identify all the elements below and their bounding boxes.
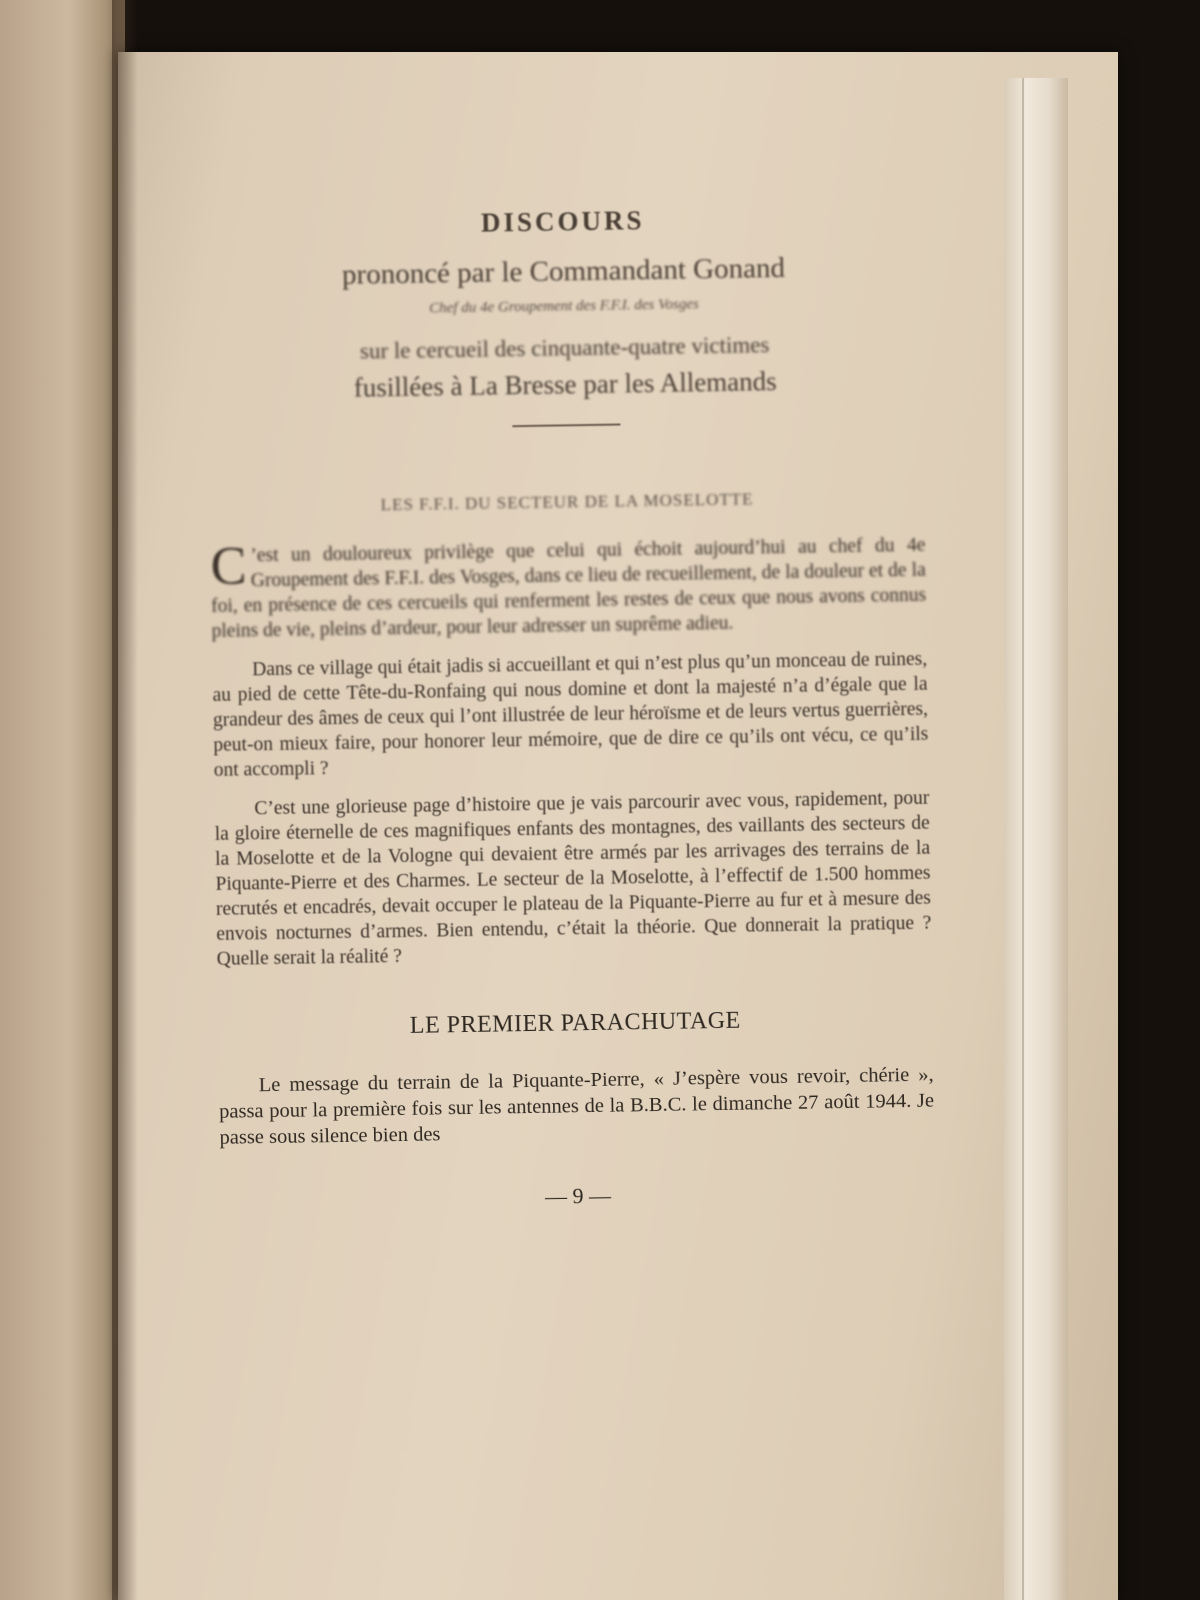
speaker-line: prononcé par le Commandant Gonand — [341, 251, 786, 291]
speaker-role: Chef du 4e Groupement des F.F.I. des Vosges — [429, 296, 699, 317]
page-stack-edge — [1004, 78, 1068, 1600]
paragraph-1-text: ’est un douloureux privilège que celui qui échoit aujourd’hui au chef du 4e Groupement des F.F.I. des Vosges, dans ce lieu de recueillement, de la douleur et de la foi, en présence de ces cercueils qui renferment les restes de ceux que nous avons connus pleins de vie, pleins d’ardeur, pour leur adresser un suprême adieu. — [211, 534, 927, 642]
title-rule — [512, 424, 620, 428]
section-heading-1: LES F.F.I. DU SECTEUR DE LA MOSELOTTE — [380, 489, 754, 515]
document-title: DISCOURS — [480, 205, 645, 238]
page-text — [205, 201, 936, 1215]
occasion-line: sur le cercueil des cinquante-quatre victimes — [359, 332, 770, 364]
section-heading-2: LE PREMIER PARACHUTAGE — [409, 1007, 741, 1039]
paragraph-1 — [210, 533, 926, 644]
book-gutter — [112, 0, 138, 1600]
occasion-line-2: fusillées à La Bresse par les Allemands — [353, 366, 777, 403]
paragraph-2: Dans ce village qui était jadis si accueillant et qui n’est plus qu’un monceau de ruines, au pied de cette Tête-du-Ronfaing qui nous domine et dont la majesté n’a d’égale que la grandeur des âmes de ceux qui l’ont illustrée de leur héroïsme et de leurs vertus guerrières, peut-on mieux faire, pour honorer leur mémoire, que de dire ce qu’ils ont vécu, ce qu’ils ont accompli ? — [212, 648, 929, 781]
left-page — [0, 0, 125, 1600]
drop-cap: C — [210, 535, 248, 596]
paragraph-4: Le message du terrain de la Piquante-Pierre, « J’espère vous revoir, chérie », passa pour la première fois sur les antennes de la B.B.C. le dimanche 27 août 1944. Je passe sous silence bien des — [218, 1063, 935, 1149]
page-number: — 9 — — [544, 1182, 612, 1209]
paragraph-3: C’est une glorieuse page d’histoire que je vais parcourir avec vous, rapidement, pour la gloire éternelle de ces magnifiques enfants des montagnes, des vaillants des secteurs de la Moselotte et de la Vologne qui devaient être armés par les arrivages des terrains de la Piquante-Pierre et des Charmes. Le secteur de la Moselotte, à l’effectif de 1.500 hommes recrutés et encadrés, devait occuper le plateau de la Piquante-Pierre au fur et à mesure des envois nocturnes d’armes. Bien entendu, c’était la théorie. Que donnerait la pratique ? Quelle serait la réalité ? — [214, 787, 932, 970]
